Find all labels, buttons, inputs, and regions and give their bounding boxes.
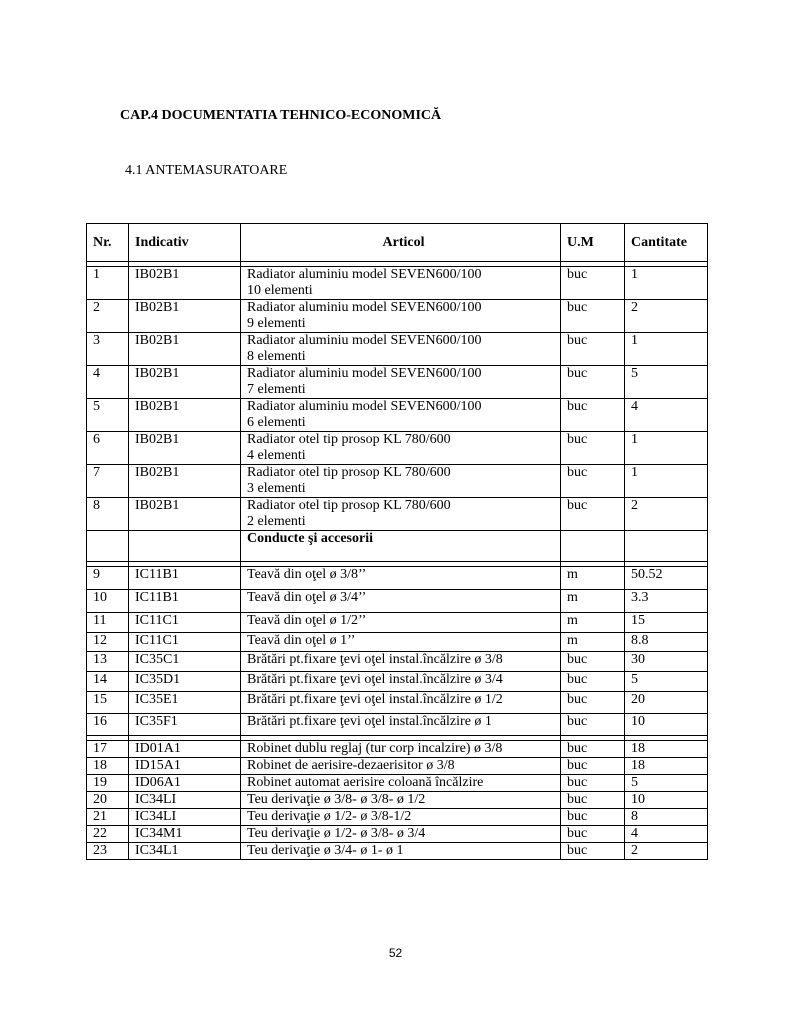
cell-um: buc	[561, 792, 625, 809]
cell-indicativ: IB02B1	[129, 333, 241, 366]
cell-nr: 13	[87, 652, 129, 672]
articol-line-2: 10 elementi	[247, 283, 313, 298]
table-row	[87, 714, 708, 736]
cell-articol	[241, 465, 561, 498]
cell-indicativ: IB02B1	[129, 399, 241, 432]
cell-um: m	[561, 590, 625, 613]
cell-um: buc	[561, 300, 625, 333]
cell-nr: 11	[87, 613, 129, 633]
articol-line-2: 4 elementi	[247, 448, 306, 463]
cell-cantitate: 30	[625, 652, 708, 672]
cell-cantitate: 18	[625, 741, 708, 758]
header-um: U.M	[561, 224, 625, 262]
articol-line-2: 7 elementi	[247, 382, 306, 397]
cell-articol	[241, 267, 561, 300]
cell-um: buc	[561, 366, 625, 399]
cell-articol: Brătări pt.fixare ţevi oţel instal.încălzire ø 3/8	[241, 652, 561, 672]
articol-line-1: Radiator otel tip prosop KL 780/600	[247, 465, 451, 480]
cell-indicativ: IC34M1	[129, 826, 241, 843]
section-label: Conducte şi accesorii	[241, 531, 561, 562]
header-nr: Nr.	[87, 224, 129, 262]
header-cantitate: Cantitate	[625, 224, 708, 262]
cell-cantitate: 2	[625, 498, 708, 531]
section-row	[87, 531, 708, 562]
table-row	[87, 333, 708, 366]
cell-nr: 3	[87, 333, 129, 366]
cell-um: buc	[561, 267, 625, 300]
cell-articol: Teavă din oţel ø 1’’	[241, 633, 561, 652]
cell-nr: 15	[87, 692, 129, 714]
table-row	[87, 300, 708, 333]
table-row	[87, 399, 708, 432]
articol-line-1: Radiator otel tip prosop KL 780/600	[247, 432, 451, 447]
table-row	[87, 792, 708, 809]
table-row	[87, 741, 708, 758]
table-row	[87, 432, 708, 465]
page-number: 52	[388, 946, 403, 960]
cell-indicativ: IB02B1	[129, 432, 241, 465]
cell-articol: Brătări pt.fixare ţevi oţel instal.încălzire ø 1/2	[241, 692, 561, 714]
cell-cantitate: 8.8	[625, 633, 708, 652]
cell-indicativ: IB02B1	[129, 465, 241, 498]
table-row	[87, 366, 708, 399]
cell-um: buc	[561, 399, 625, 432]
cell-cantitate: 10	[625, 714, 708, 736]
cell-um: buc	[561, 692, 625, 714]
cell-articol: Teu derivaţie ø 1/2- ø 3/8- ø 3/4	[241, 826, 561, 843]
articol-line-2: 9 elementi	[247, 316, 306, 331]
cell-nr: 20	[87, 792, 129, 809]
cell-indicativ: IC35D1	[129, 672, 241, 692]
cell-cantitate: 4	[625, 826, 708, 843]
cell-indicativ: IC34L1	[129, 843, 241, 860]
cell-articol: Teu derivaţie ø 1/2- ø 3/8-1/2	[241, 809, 561, 826]
section-title: 4.1 ANTEMASURATOARE	[125, 163, 288, 178]
cell-articol	[241, 399, 561, 432]
cell-articol: Robinet automat aerisire coloană încălzire	[241, 775, 561, 792]
cell-nr: 8	[87, 498, 129, 531]
cell-um: m	[561, 613, 625, 633]
cell-indicativ: IC11C1	[129, 633, 241, 652]
cell-indicativ: IB02B1	[129, 267, 241, 300]
table-row	[87, 613, 708, 633]
cell-articol	[241, 300, 561, 333]
cell-articol: Robinet de aerisire-dezaerisitor ø 3/8	[241, 758, 561, 775]
cell-indicativ: IC35C1	[129, 652, 241, 672]
cell-indicativ: IC11B1	[129, 590, 241, 613]
cell-nr: 22	[87, 826, 129, 843]
cell-indicativ	[129, 531, 241, 562]
table-row	[87, 652, 708, 672]
cell-nr: 5	[87, 399, 129, 432]
articol-line-1: Radiator aluminiu model SEVEN600/100	[247, 399, 482, 414]
chapter-title: CAP.4 DOCUMENTATIA TEHNICO-ECONOMICĂ	[120, 108, 442, 123]
cell-indicativ: ID01A1	[129, 741, 241, 758]
cell-nr: 21	[87, 809, 129, 826]
table-row	[87, 775, 708, 792]
cell-indicativ: IB02B1	[129, 300, 241, 333]
cell-nr: 4	[87, 366, 129, 399]
cell-nr: 2	[87, 300, 129, 333]
articol-line-2: 6 elementi	[247, 415, 306, 430]
cell-articol: Teavă din oţel ø 3/4’’	[241, 590, 561, 613]
cell-indicativ: IB02B1	[129, 498, 241, 531]
cell-nr: 12	[87, 633, 129, 652]
articol-line-2: 2 elementi	[247, 514, 306, 529]
articol-line-1: Radiator aluminiu model SEVEN600/100	[247, 366, 482, 381]
table-row	[87, 465, 708, 498]
cell-articol	[241, 333, 561, 366]
cell-um: buc	[561, 826, 625, 843]
articol-line-1: Radiator aluminiu model SEVEN600/100	[247, 300, 482, 315]
cell-articol	[241, 366, 561, 399]
cell-nr: 14	[87, 672, 129, 692]
cell-nr: 10	[87, 590, 129, 613]
cell-nr: 1	[87, 267, 129, 300]
cell-cantitate: 20	[625, 692, 708, 714]
cell-um: buc	[561, 498, 625, 531]
cell-cantitate: 1	[625, 267, 708, 300]
cell-cantitate: 4	[625, 399, 708, 432]
cell-articol: Teavă din oţel ø 1/2’’	[241, 613, 561, 633]
cell-um: m	[561, 633, 625, 652]
cell-articol	[241, 432, 561, 465]
cell-cantitate: 18	[625, 758, 708, 775]
cell-cantitate: 1	[625, 333, 708, 366]
cell-articol: Teavă din oţel ø 3/8’’	[241, 567, 561, 590]
cell-articol: Robinet dublu reglaj (tur corp incalzire) ø 3/8	[241, 741, 561, 758]
table-row	[87, 826, 708, 843]
cell-nr: 7	[87, 465, 129, 498]
cell-articol: Teu derivaţie ø 3/8- ø 3/8- ø 1/2	[241, 792, 561, 809]
cell-indicativ: ID06A1	[129, 775, 241, 792]
cell-um: buc	[561, 758, 625, 775]
cell-articol: Brătări pt.fixare ţevi oţel instal.încălzire ø 3/4	[241, 672, 561, 692]
quantities-table	[86, 223, 708, 860]
table-row	[87, 672, 708, 692]
articol-line-2: 3 elementi	[247, 481, 306, 496]
cell-cantitate: 1	[625, 465, 708, 498]
cell-cantitate: 5	[625, 775, 708, 792]
table-header-row	[87, 224, 708, 262]
cell-um: m	[561, 567, 625, 590]
cell-cantitate: 5	[625, 672, 708, 692]
cell-cantitate: 8	[625, 809, 708, 826]
cell-nr: 9	[87, 567, 129, 590]
cell-nr: 19	[87, 775, 129, 792]
cell-indicativ: IB02B1	[129, 366, 241, 399]
table-row	[87, 633, 708, 652]
table-body	[87, 262, 708, 860]
cell-um: buc	[561, 843, 625, 860]
cell-um	[561, 531, 625, 562]
header-indicativ: Indicativ	[129, 224, 241, 262]
cell-indicativ: IC34LI	[129, 792, 241, 809]
cell-articol	[241, 498, 561, 531]
cell-cantitate: 10	[625, 792, 708, 809]
articol-line-1: Radiator aluminiu model SEVEN600/100	[247, 267, 482, 282]
cell-um: buc	[561, 465, 625, 498]
articol-line-2: 8 elementi	[247, 349, 306, 364]
table-row	[87, 567, 708, 590]
cell-nr: 6	[87, 432, 129, 465]
cell-cantitate: 50.52	[625, 567, 708, 590]
cell-indicativ: IC35F1	[129, 714, 241, 736]
cell-articol: Brătări pt.fixare ţevi oţel instal.încălzire ø 1	[241, 714, 561, 736]
cell-um: buc	[561, 714, 625, 736]
cell-cantitate: 2	[625, 300, 708, 333]
cell-nr: 17	[87, 741, 129, 758]
cell-nr: 23	[87, 843, 129, 860]
cell-cantitate: 15	[625, 613, 708, 633]
cell-um: buc	[561, 432, 625, 465]
table-row	[87, 758, 708, 775]
cell-um: buc	[561, 741, 625, 758]
cell-cantitate	[625, 531, 708, 562]
cell-um: buc	[561, 672, 625, 692]
cell-nr	[87, 531, 129, 562]
cell-nr: 16	[87, 714, 129, 736]
cell-cantitate: 3.3	[625, 590, 708, 613]
cell-articol: Teu derivaţie ø 3/4- ø 1- ø 1	[241, 843, 561, 860]
cell-um: buc	[561, 775, 625, 792]
cell-indicativ: ID15A1	[129, 758, 241, 775]
table-row	[87, 498, 708, 531]
table-row	[87, 692, 708, 714]
cell-indicativ: IC34LI	[129, 809, 241, 826]
table-row	[87, 843, 708, 860]
table-row	[87, 267, 708, 300]
cell-indicativ: IC35E1	[129, 692, 241, 714]
cell-um: buc	[561, 809, 625, 826]
cell-indicativ: IC11C1	[129, 613, 241, 633]
articol-line-1: Radiator aluminiu model SEVEN600/100	[247, 333, 482, 348]
cell-cantitate: 5	[625, 366, 708, 399]
cell-indicativ: IC11B1	[129, 567, 241, 590]
cell-cantitate: 1	[625, 432, 708, 465]
cell-cantitate: 2	[625, 843, 708, 860]
table-row	[87, 809, 708, 826]
table-row	[87, 590, 708, 613]
cell-um: buc	[561, 652, 625, 672]
header-articol: Articol	[241, 224, 561, 262]
cell-um: buc	[561, 333, 625, 366]
cell-nr: 18	[87, 758, 129, 775]
articol-line-1: Radiator otel tip prosop KL 780/600	[247, 498, 451, 513]
